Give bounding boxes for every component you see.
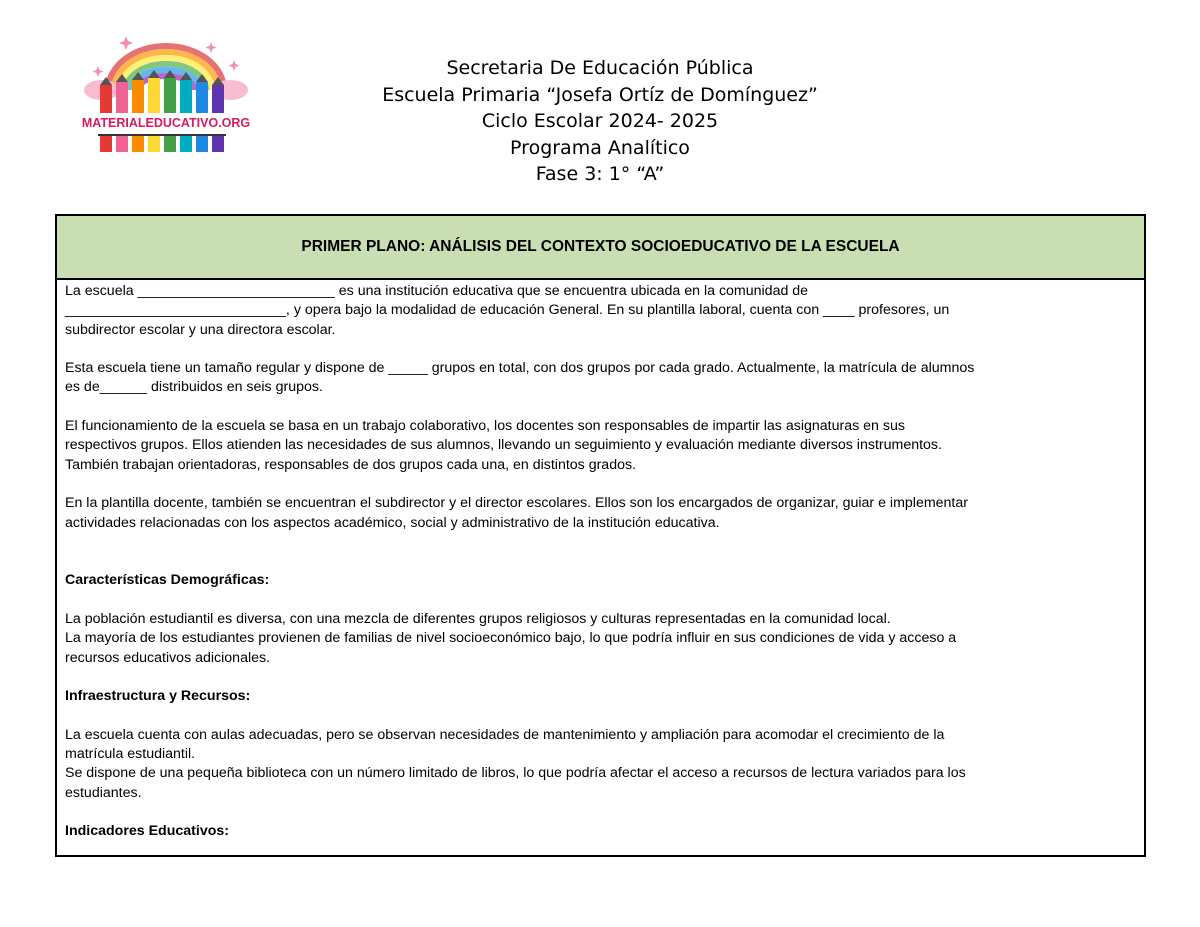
paragraph-line: ____________________________, y opera bajo la modalidad de educación General. En su plantilla laboral, cuenta con ____ profesores, un xyxy=(65,302,950,319)
header-secretaria: Secretaria De Educación Pública xyxy=(446,57,754,79)
paragraph-line: actividades relacionadas con los aspectos académico, social y administrativo de la institución educativa. xyxy=(65,514,720,531)
paragraph-line: matrícula estudiantil. xyxy=(65,746,196,763)
paragraph-line: El funcionamiento de la escuela se basa en un trabajo colaborativo, los docentes son responsables de impartir las asignaturas en sus xyxy=(65,418,905,435)
header-escuela: Escuela Primaria “Josefa Ortíz de Domínguez” xyxy=(382,83,818,106)
heading-infraestructura: Infraestructura y Recursos: xyxy=(65,688,251,705)
section-body xyxy=(57,280,1144,842)
context-table xyxy=(55,214,1146,857)
heading-indicadores: Indicadores Educativos: xyxy=(65,823,229,840)
paragraph-line: La escuela cuenta con aulas adecuadas, pero se observan necesidades de mantenimiento y ampliación para acomodar el crecimiento de la xyxy=(65,726,945,743)
paragraph-line: La mayoría de los estudiantes provienen de familias de nivel socioeconómico bajo, lo que podría influir en sus condiciones de vida y acceso a xyxy=(65,630,957,647)
paragraph-line: estudiantes. xyxy=(65,784,142,801)
document-header xyxy=(300,55,900,188)
logo-text: MATERIALEDUCATIVO.ORG xyxy=(81,116,251,130)
logo xyxy=(76,30,256,160)
paragraph-line: subdirector escolar y una directora escolar. xyxy=(65,321,336,338)
paragraph-line: En la plantilla docente, también se encuentran el subdirector y el director escolares. Ellos son los encargados de organizar, guiar e implementar xyxy=(65,495,968,512)
header-programa: Programa Analítico xyxy=(510,136,690,159)
section-title: PRIMER PLANO: ANÁLISIS DEL CONTEXTO SOCIOEDUCATIVO DE LA ESCUELA xyxy=(57,216,1144,280)
paragraph-line: respectivos grupos. Ellos atienden las necesidades de sus alumnos, llevando un seguimiento y evaluación mediante diversos instrumentos. xyxy=(65,437,942,454)
header-fase: Fase 3: 1° “A” xyxy=(535,163,665,185)
paragraph-line: Se dispone de una pequeña biblioteca con un número limitado de libros, lo que podría afectar el acceso a recursos de lectura variados para los xyxy=(65,765,966,782)
paragraph-line: También trabajan orientadoras, responsables de dos grupos cada una, en distintos grados. xyxy=(65,456,637,473)
rainbow-crayons-logo-image xyxy=(76,30,256,160)
paragraph-line: La población estudiantil es diversa, con una mezcla de diferentes grupos religiosos y culturas representadas en la comunidad local. xyxy=(65,611,891,628)
header-ciclo: Ciclo Escolar 2024- 2025 xyxy=(481,110,719,132)
paragraph-line: La escuela _________________________ es una institución educativa que se encuentra ubicada en la comunidad de xyxy=(65,283,809,299)
paragraph-line: es de______ distribuidos en seis grupos. xyxy=(65,379,323,396)
paragraph-line: Esta escuela tiene un tamaño regular y dispone de _____ grupos en total, con dos grupos por cada grado. Actualmente, la matrícula de alumnos xyxy=(65,360,975,377)
heading-demograficas: Características Demográficas: xyxy=(65,572,270,589)
paragraph-line: recursos educativos adicionales. xyxy=(65,649,271,666)
